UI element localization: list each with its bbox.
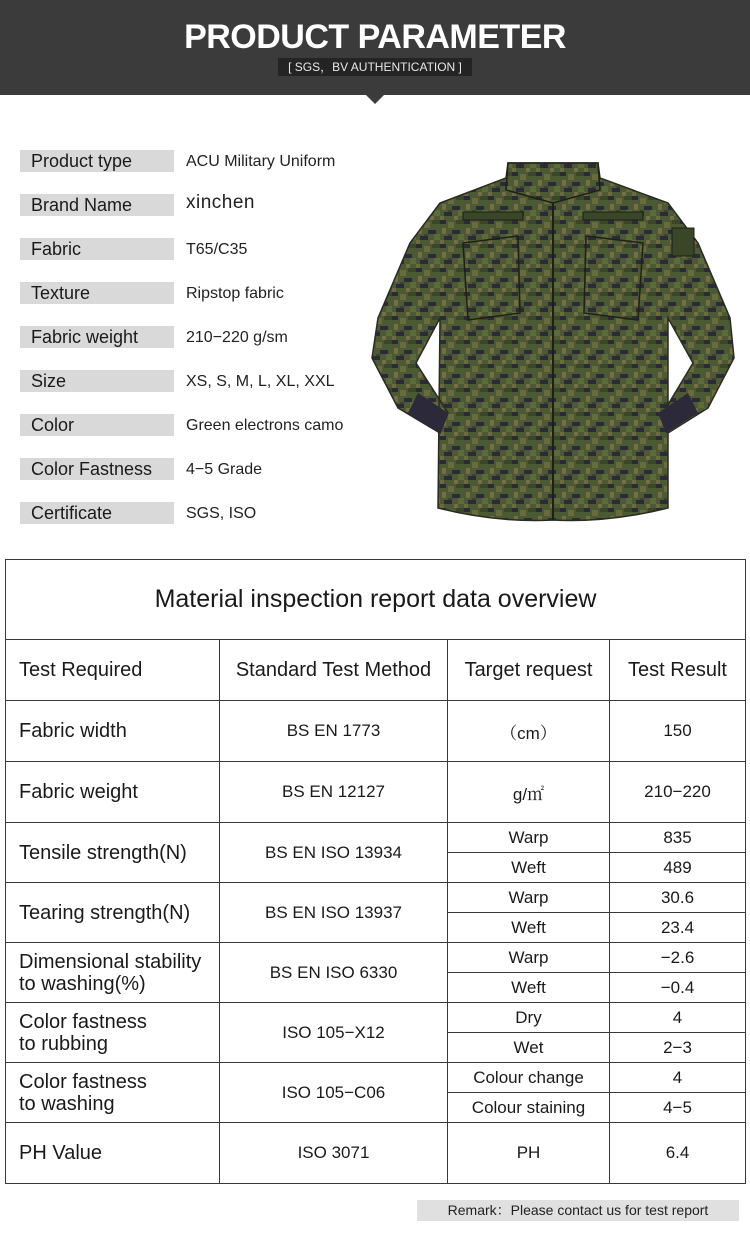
param-value: Green electrons camo	[186, 417, 344, 434]
test-name	[6, 1003, 220, 1063]
test-name: Tensile strength(N)	[6, 823, 220, 883]
table-row	[6, 1003, 746, 1033]
table-row	[6, 943, 746, 973]
param-value: ACU Military Uniform	[186, 153, 336, 170]
test-result: 2−3	[610, 1033, 746, 1063]
target-request: Warp	[448, 883, 610, 913]
param-label: Size	[20, 370, 174, 392]
test-result: 4	[610, 1003, 746, 1033]
target-request: Warp	[448, 823, 610, 853]
table-row	[6, 823, 746, 853]
param-value: 4−5 Grade	[186, 461, 263, 478]
table-row	[6, 1063, 746, 1093]
target-request: Colour staining	[448, 1093, 610, 1123]
column-header: Target request	[448, 640, 610, 701]
param-label: Product type	[20, 150, 174, 172]
param-value: 210−220 g/sm	[186, 329, 288, 346]
test-method: BS EN ISO 13934	[220, 823, 448, 883]
param-row-brand-name	[20, 192, 420, 222]
test-name-line: Color fastness	[19, 1070, 147, 1093]
header-banner	[0, 0, 750, 95]
banner-pointer	[366, 95, 384, 104]
test-name-line: to rubbing	[19, 1032, 108, 1055]
param-value: T65/C35	[186, 241, 248, 258]
target-request: （cm）	[448, 701, 610, 762]
test-name-line: to washing	[19, 1092, 115, 1115]
param-label: Fabric weight	[20, 326, 174, 348]
table-header-row	[6, 640, 746, 701]
test-method: BS EN 12127	[220, 762, 448, 823]
target-request: Weft	[448, 973, 610, 1003]
test-name	[6, 1063, 220, 1123]
target-request: Colour change	[448, 1063, 610, 1093]
test-result: −0.4	[610, 973, 746, 1003]
param-label: Color Fastness	[20, 458, 174, 480]
param-row-color-fastness	[20, 456, 420, 486]
table-row	[6, 1123, 746, 1184]
param-label: Brand Name	[20, 194, 174, 216]
test-name-line: Color fastness	[19, 1010, 147, 1033]
test-name-line: to washing(%)	[19, 972, 146, 995]
param-value: Ripstop fabric	[186, 285, 284, 302]
param-row-texture	[20, 280, 420, 310]
test-name: Fabric width	[6, 701, 220, 762]
target-request: Weft	[448, 853, 610, 883]
param-label: Texture	[20, 282, 174, 304]
table-row	[6, 701, 746, 762]
test-method: ISO 105−X12	[220, 1003, 448, 1063]
target-request: g/㎡	[448, 762, 610, 823]
inspection-report-table	[5, 559, 746, 1184]
test-result: 489	[610, 853, 746, 883]
column-header: Test Required	[6, 640, 220, 701]
param-row-size	[20, 368, 420, 398]
test-result: −2.6	[610, 943, 746, 973]
test-method: ISO 105−C06	[220, 1063, 448, 1123]
test-result: 210−220	[610, 762, 746, 823]
target-request: Wet	[448, 1033, 610, 1063]
test-name: PH Value	[6, 1123, 220, 1184]
test-name: Fabric weight	[6, 762, 220, 823]
param-row-color	[20, 412, 420, 442]
param-value: xinchen	[186, 192, 255, 213]
test-result: 6.4	[610, 1123, 746, 1184]
param-value: XS, S, M, L, XL, XXL	[186, 373, 335, 390]
test-method: BS EN 1773	[220, 701, 448, 762]
target-request: Weft	[448, 913, 610, 943]
test-result: 150	[610, 701, 746, 762]
table-row	[6, 762, 746, 823]
test-name: Tearing strength(N)	[6, 883, 220, 943]
test-name	[6, 943, 220, 1003]
param-row-certificate	[20, 500, 420, 530]
test-result: 835	[610, 823, 746, 853]
report-title: Material inspection report data overview	[6, 560, 746, 640]
target-request: Dry	[448, 1003, 610, 1033]
test-method: BS EN ISO 6330	[220, 943, 448, 1003]
camo-jacket-image	[368, 148, 738, 528]
page-title: PRODUCT PARAMETER	[184, 18, 566, 56]
target-request: PH	[448, 1123, 610, 1184]
param-label: Fabric	[20, 238, 174, 260]
param-row-fabric-weight	[20, 324, 420, 354]
test-result: 30.6	[610, 883, 746, 913]
remark-note: Remark：Please contact us for test report	[417, 1200, 739, 1221]
test-result: 23.4	[610, 913, 746, 943]
test-result: 4−5	[610, 1093, 746, 1123]
authentication-subtitle: [ SGS，BV AUTHENTICATION ]	[278, 58, 472, 76]
param-value: SGS, ISO	[186, 505, 257, 522]
column-header: Standard Test Method	[220, 640, 448, 701]
target-request: Warp	[448, 943, 610, 973]
param-label: Color	[20, 414, 174, 436]
test-method: ISO 3071	[220, 1123, 448, 1184]
test-method: BS EN ISO 13937	[220, 883, 448, 943]
test-name-line: Dimensional stability	[19, 950, 202, 973]
column-header: Test Result	[610, 640, 746, 701]
table-row	[6, 883, 746, 913]
param-row-product-type	[20, 148, 420, 178]
param-label: Certificate	[20, 502, 174, 524]
param-row-fabric	[20, 236, 420, 266]
test-result: 4	[610, 1063, 746, 1093]
